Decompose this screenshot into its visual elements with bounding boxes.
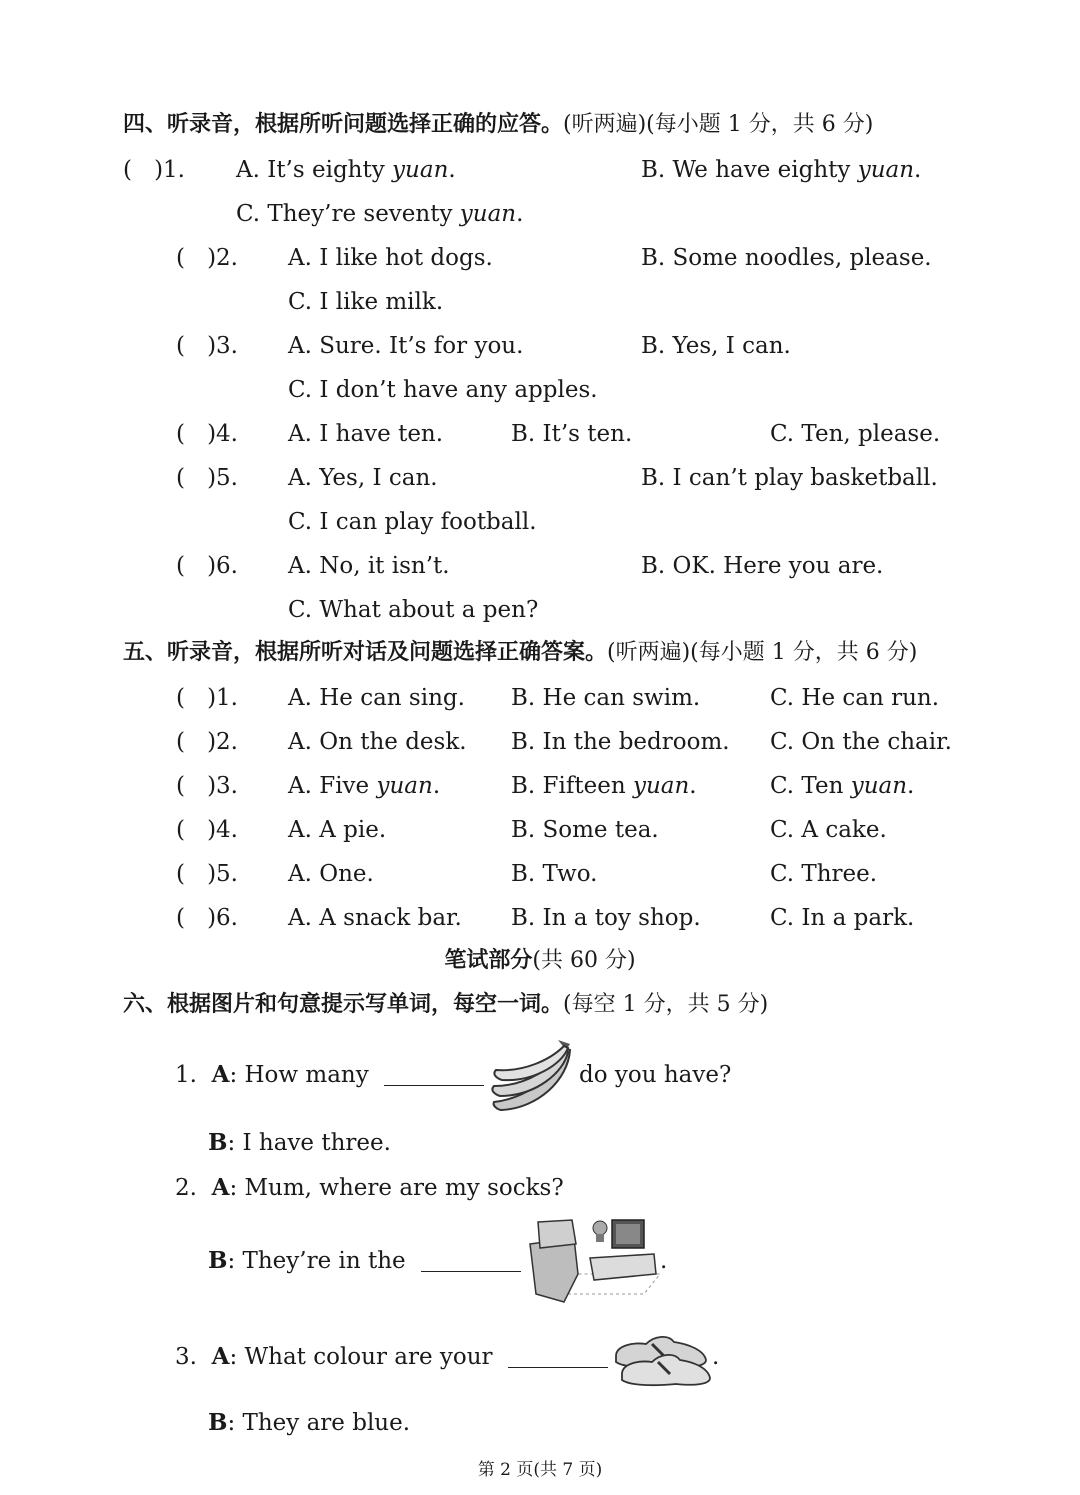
page-footer: 第 2 页(共 7 页) bbox=[477, 1460, 603, 1480]
question-number: )2. bbox=[207, 245, 238, 271]
section4-heading bbox=[123, 110, 873, 140]
question-number: )6. bbox=[207, 905, 238, 931]
question-number: )3. bbox=[207, 333, 238, 359]
question-row-start bbox=[176, 463, 238, 493]
option-text: C. They’re seventy bbox=[236, 201, 460, 227]
option-c bbox=[770, 903, 914, 933]
option-text: A. Five bbox=[288, 773, 377, 799]
option-c bbox=[770, 815, 887, 845]
option-b bbox=[511, 419, 632, 449]
question-number: )6. bbox=[207, 553, 238, 579]
answer-paren[interactable] bbox=[176, 683, 238, 713]
answer-paren[interactable] bbox=[176, 551, 238, 581]
answer-paren[interactable] bbox=[176, 331, 238, 361]
bananas-icon bbox=[488, 1034, 576, 1114]
option-text: B. OK. Here you are. bbox=[641, 553, 884, 579]
question-number: )5. bbox=[207, 465, 238, 491]
option-a bbox=[288, 859, 374, 889]
option-italic: yuan bbox=[632, 773, 690, 799]
answer-paren[interactable] bbox=[176, 859, 238, 889]
question-row-start bbox=[176, 727, 238, 757]
speaker-b: B bbox=[208, 1129, 228, 1156]
section5-note: (听两遍)(每小题 1 分，共 6 分) bbox=[607, 640, 918, 665]
q1-blank[interactable] bbox=[384, 1065, 484, 1086]
option-c bbox=[288, 507, 537, 537]
option-text: A. It’s eighty bbox=[236, 157, 393, 183]
q3-line-a bbox=[175, 1342, 616, 1372]
paren-open: ( bbox=[176, 333, 185, 359]
option-c bbox=[236, 199, 523, 229]
option-text: C. Three. bbox=[770, 861, 878, 887]
option-a bbox=[288, 771, 440, 801]
option-text: C. I can play football. bbox=[288, 509, 537, 535]
q1-number: 1. bbox=[175, 1062, 197, 1088]
option-c bbox=[770, 419, 940, 449]
option-text: C. Ten bbox=[770, 773, 851, 799]
section5-heading bbox=[123, 638, 917, 668]
q3-number: 3. bbox=[175, 1344, 197, 1370]
option-c bbox=[770, 771, 914, 801]
option-a bbox=[288, 331, 523, 361]
option-italic: yuan bbox=[857, 157, 915, 183]
q3-blank[interactable] bbox=[508, 1347, 608, 1368]
option-text: A. A pie. bbox=[288, 817, 387, 843]
section4-title: 四、听录音，根据所听问题选择正确的应答。 bbox=[123, 112, 564, 137]
option-b bbox=[511, 859, 598, 889]
option-text: A. I like hot dogs. bbox=[288, 245, 493, 271]
paren-open: ( bbox=[123, 157, 132, 183]
option-text: C. Ten, please. bbox=[770, 421, 941, 447]
option-end: . bbox=[907, 773, 915, 799]
question-number: )1. bbox=[154, 157, 185, 183]
question-row-start bbox=[176, 551, 238, 581]
option-text: C. I like milk. bbox=[288, 289, 444, 315]
option-italic: yuan bbox=[376, 773, 433, 799]
colon: : bbox=[227, 1410, 236, 1436]
option-a bbox=[236, 155, 456, 185]
living-room-icon bbox=[524, 1214, 660, 1306]
option-c bbox=[770, 683, 939, 713]
option-text: C. In a park. bbox=[770, 905, 915, 931]
answer-paren[interactable] bbox=[176, 727, 238, 757]
section6-title: 六、根据图片和句意提示写单词，每空一词。 bbox=[123, 992, 564, 1017]
option-a bbox=[288, 683, 465, 713]
question-number: )4. bbox=[207, 817, 238, 843]
option-b bbox=[511, 727, 730, 757]
option-a bbox=[288, 815, 386, 845]
q2-b-before: They’re in the bbox=[242, 1248, 406, 1274]
section6-note: (每空 1 分，共 5 分) bbox=[563, 992, 769, 1017]
answer-paren[interactable] bbox=[123, 155, 185, 185]
section4-note: (听两遍)(每小题 1 分，共 6 分) bbox=[563, 112, 874, 137]
question-row-start bbox=[176, 903, 238, 933]
option-text: B. It’s ten. bbox=[511, 421, 633, 447]
question-row-start bbox=[176, 683, 238, 713]
q1-a-before: How many bbox=[244, 1062, 369, 1088]
paren-open: ( bbox=[176, 817, 185, 843]
q2-number: 2. bbox=[175, 1175, 197, 1201]
paren-open: ( bbox=[176, 245, 185, 271]
option-b bbox=[511, 903, 701, 933]
written-note: (共 60 分) bbox=[532, 948, 636, 973]
option-italic: yuan bbox=[850, 773, 908, 799]
q1-line-b bbox=[208, 1128, 391, 1158]
option-text: A. He can sing. bbox=[288, 685, 465, 711]
option-c bbox=[288, 287, 443, 317]
speaker-a: A bbox=[211, 1343, 230, 1370]
option-c bbox=[288, 375, 598, 405]
question-row-start bbox=[123, 155, 185, 185]
paren-open: ( bbox=[176, 905, 185, 931]
option-text: A. One. bbox=[288, 861, 374, 887]
option-a bbox=[288, 463, 438, 493]
written-title: 笔试部分 bbox=[444, 948, 533, 973]
q2-blank[interactable] bbox=[421, 1251, 521, 1272]
option-text: C. A cake. bbox=[770, 817, 887, 843]
option-end: . bbox=[448, 157, 456, 183]
option-b bbox=[511, 683, 700, 713]
answer-paren[interactable] bbox=[176, 243, 238, 273]
q3-a-after: . bbox=[712, 1344, 720, 1370]
option-b bbox=[641, 243, 932, 273]
option-italic: yuan bbox=[459, 201, 517, 227]
question-row-start bbox=[176, 771, 238, 801]
option-end: . bbox=[689, 773, 697, 799]
option-text: B. Fifteen bbox=[511, 773, 633, 799]
shoes-icon bbox=[612, 1322, 712, 1392]
paren-open: ( bbox=[176, 553, 185, 579]
option-end: . bbox=[432, 773, 441, 799]
option-b bbox=[641, 551, 883, 581]
colon: : bbox=[227, 1130, 236, 1156]
q2-a-text: Mum, where are my socks? bbox=[244, 1175, 564, 1201]
colon: : bbox=[229, 1062, 238, 1088]
option-b bbox=[511, 771, 697, 801]
option-text: B. He can swim. bbox=[511, 685, 701, 711]
colon: : bbox=[229, 1175, 238, 1201]
option-text: A. Sure. It’s for you. bbox=[288, 333, 524, 359]
option-text: B. In a toy shop. bbox=[511, 905, 701, 931]
q2-b-after: . bbox=[660, 1248, 668, 1274]
section5-title: 五、听录音，根据所听对话及问题选择正确答案。 bbox=[123, 640, 608, 665]
answer-paren[interactable] bbox=[176, 419, 238, 449]
option-text: B. In the bedroom. bbox=[511, 729, 730, 755]
option-text: B. Some noodles, please. bbox=[641, 245, 932, 271]
paren-open: ( bbox=[176, 685, 185, 711]
option-a bbox=[288, 727, 467, 757]
option-b bbox=[641, 463, 938, 493]
option-text: C. I don’t have any apples. bbox=[288, 377, 598, 403]
question-row-start bbox=[176, 331, 238, 361]
answer-paren[interactable] bbox=[176, 771, 238, 801]
question-row-start bbox=[176, 243, 238, 273]
speaker-a: A bbox=[211, 1174, 230, 1201]
q3-a-before: What colour are your bbox=[244, 1344, 493, 1370]
option-b bbox=[641, 331, 791, 361]
question-number: )4. bbox=[207, 421, 238, 447]
option-b bbox=[641, 155, 921, 185]
paren-open: ( bbox=[176, 421, 185, 447]
option-a bbox=[288, 419, 443, 449]
option-italic: yuan bbox=[392, 157, 449, 183]
written-part-heading bbox=[0, 946, 1080, 976]
option-text: B. We have eighty bbox=[641, 157, 858, 183]
question-row-start bbox=[176, 419, 238, 449]
answer-paren[interactable] bbox=[176, 463, 238, 493]
option-end: . bbox=[914, 157, 922, 183]
option-text: A. Yes, I can. bbox=[288, 465, 438, 491]
speaker-a: A bbox=[211, 1061, 230, 1088]
option-text: A. On the desk. bbox=[288, 729, 467, 755]
q2-line-b bbox=[208, 1246, 529, 1276]
question-number: )2. bbox=[207, 729, 238, 755]
answer-paren[interactable] bbox=[176, 903, 238, 933]
option-c bbox=[770, 859, 877, 889]
option-text: C. What about a pen? bbox=[288, 597, 539, 623]
option-a bbox=[288, 551, 450, 581]
option-end: . bbox=[516, 201, 524, 227]
paren-open: ( bbox=[176, 465, 185, 491]
answer-paren[interactable] bbox=[176, 815, 238, 845]
option-b bbox=[511, 815, 659, 845]
speaker-b: B bbox=[208, 1247, 228, 1274]
speaker-b: B bbox=[208, 1409, 228, 1436]
option-c bbox=[288, 595, 538, 625]
option-text: A. A snack bar. bbox=[288, 905, 462, 931]
colon: : bbox=[229, 1344, 238, 1370]
question-number: )3. bbox=[207, 773, 238, 799]
option-text: C. On the chair. bbox=[770, 729, 952, 755]
option-c bbox=[770, 727, 952, 757]
paren-open: ( bbox=[176, 861, 185, 887]
paren-open: ( bbox=[176, 729, 185, 755]
q3-line-b bbox=[208, 1408, 410, 1438]
q3-b-text: They are blue. bbox=[242, 1410, 411, 1436]
colon: : bbox=[227, 1248, 236, 1274]
option-a bbox=[288, 903, 462, 933]
option-text: B. Yes, I can. bbox=[641, 333, 791, 359]
paren-open: ( bbox=[176, 773, 185, 799]
question-number: )5. bbox=[207, 861, 238, 887]
option-text: A. I have ten. bbox=[288, 421, 444, 447]
question-row-start bbox=[176, 815, 238, 845]
q2-line-a bbox=[175, 1173, 564, 1203]
question-row-start bbox=[176, 859, 238, 889]
option-a bbox=[288, 243, 493, 273]
option-text: B. Some tea. bbox=[511, 817, 659, 843]
option-text: A. No, it isn’t. bbox=[288, 553, 450, 579]
option-text: B. I can’t play basketball. bbox=[641, 465, 938, 491]
option-text: B. Two. bbox=[511, 861, 598, 887]
question-number: )1. bbox=[207, 685, 238, 711]
q1-line-a bbox=[175, 1060, 492, 1090]
section6-heading bbox=[123, 990, 768, 1020]
option-text: C. He can run. bbox=[770, 685, 940, 711]
q1-b-text: I have three. bbox=[242, 1130, 391, 1156]
q1-a-after: do you have? bbox=[579, 1062, 732, 1088]
